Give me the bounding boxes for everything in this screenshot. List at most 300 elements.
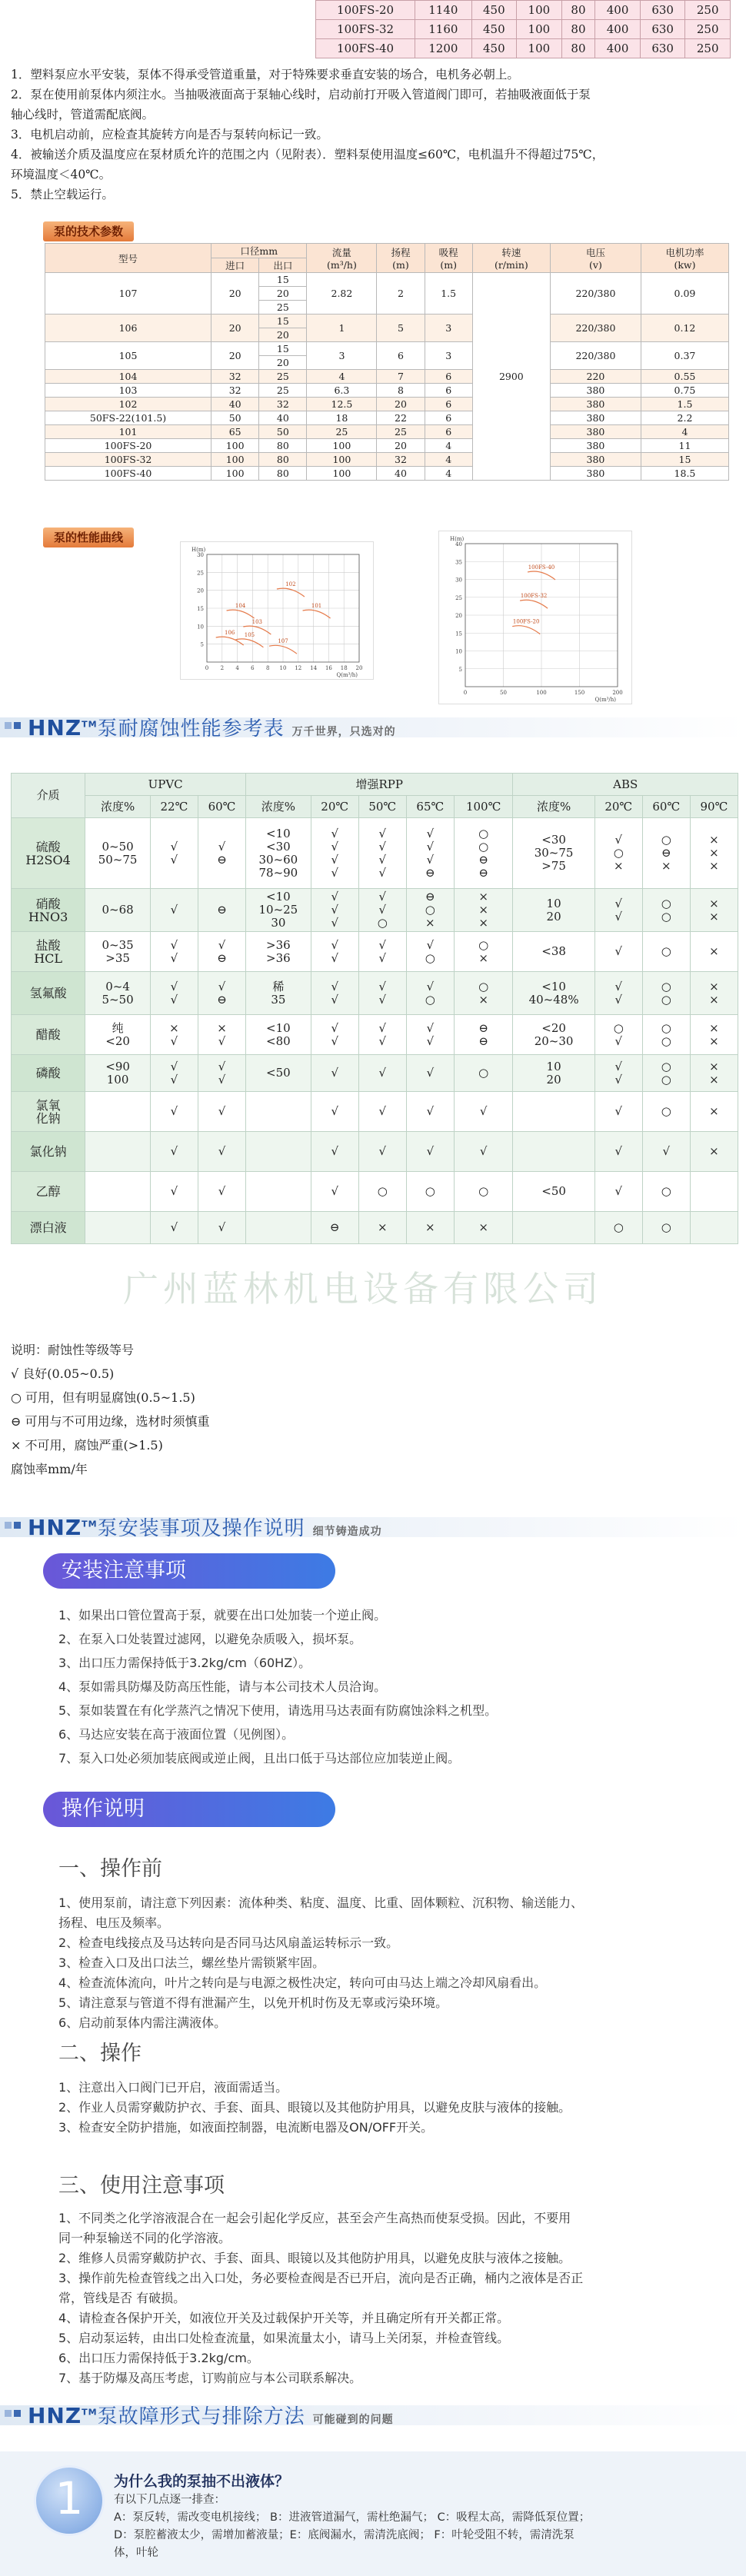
cell-rating: ○ ⊖ × — [642, 818, 690, 889]
performance-curve — [216, 637, 244, 645]
cell-rating: ○ — [454, 1172, 513, 1212]
ops-before-item: 1、使用泵前，请注意下列因素：流体种类、粘度、温度、比重、固体颗粒、沉积物、输送能力、 — [58, 1895, 584, 1910]
ops-notes-item: 2、维修人员需穿戴防护衣、手套、面具、眼镜以及其他防护用具，以避免皮肤与液体之接触。 — [58, 2251, 571, 2265]
x-tick-label: 20 — [355, 665, 363, 671]
cell-rating: × × — [690, 1055, 738, 1092]
cell-head: 7 — [377, 370, 425, 384]
cell-rating — [690, 1212, 738, 1244]
ops-notes-item: 4、请检查各保护开关，如液位开关及过载保护开关等，并且确定所有开关都正常。 — [58, 2311, 510, 2325]
cell-rating: √ √ — [406, 1015, 454, 1055]
cell-power: 11 — [641, 439, 728, 453]
y-tick-label: 25 — [455, 594, 462, 601]
note-line: 4．被输送介质及温度应在泵材质允许的范围之内（见附表）．塑料泵使用温度≤60℃，电机温升不得超过75℃， — [11, 148, 604, 161]
cell-model: 105 — [45, 342, 211, 370]
ops-during-item: 3、检查安全防护措施，如液面控制器，电流断电器及ON/OFF开关。 — [58, 2120, 434, 2135]
corrosion-row — [12, 1092, 738, 1132]
cell-head: 8 — [377, 384, 425, 398]
cell-rating: ○ — [406, 1172, 454, 1212]
cell-medium: 氯化钠 — [12, 1132, 85, 1172]
cell-rating: 0~35 >35 — [85, 932, 151, 972]
cell-rating: × — [690, 932, 738, 972]
cell-rating: √ — [406, 1055, 454, 1092]
cell-rating: √ √ — [311, 1015, 358, 1055]
cell-rating: × — [454, 1212, 513, 1244]
install-list — [58, 1603, 497, 1770]
cell-medium: 盐酸 HCL — [12, 932, 85, 972]
cell-rating: × × — [690, 972, 738, 1015]
performance-curve-100fs — [438, 531, 632, 704]
legend-line: √ 良好(0.05~0.5) — [11, 1366, 115, 1381]
cell-rating: √ — [594, 1092, 642, 1132]
x-tick-label: 6 — [251, 665, 255, 671]
performance-curve-small-pumps — [180, 541, 374, 680]
cell-rating: √ √ — [358, 1015, 406, 1055]
cell-head: 20 — [377, 398, 425, 411]
cell-rating: √ √ — [311, 932, 358, 972]
cell-rating: √ — [198, 1092, 245, 1132]
cell-head: 22 — [377, 411, 425, 425]
cell-voltage: 220/380 — [550, 273, 641, 315]
cell-flow: 100 — [307, 439, 377, 453]
cell-rating: <30 30~75 >75 — [513, 818, 594, 889]
cell-rating: √ √ √ √ — [358, 818, 406, 889]
performance-curve — [303, 610, 331, 618]
x-tick-label: 200 — [612, 690, 623, 696]
cell-rating — [85, 1092, 151, 1132]
cell-medium: 氢氟酸 — [12, 972, 85, 1015]
params-row — [45, 384, 729, 398]
ops-notes-item: 1、不同类之化学溶液混合在一起会引起化学反应，甚至会产生高热而使泵受损。因此，不要用 — [58, 2211, 571, 2225]
fault-title: 泵故障形式与排除方法 — [97, 2405, 305, 2428]
install-item: 1、如果出口管位置高于泵，就要在出口处加装一个逆止阀。 — [58, 1608, 387, 1622]
cell-rating — [85, 1132, 151, 1172]
header-flow: 流量 (m³/h) — [307, 244, 377, 273]
cell-rating: √ √ — [311, 972, 358, 1015]
cell-rating: × — [690, 1092, 738, 1132]
install-banner — [0, 1511, 746, 1542]
cell-rating: √ ⊖ — [198, 818, 245, 889]
table-cell: 1200 — [415, 39, 471, 58]
table-cell: 100 — [517, 1, 562, 20]
cell-rating: × √ — [198, 1015, 245, 1055]
cell-speed: 2900 — [472, 273, 550, 481]
fault-subtitle: 可能碰到的问题 — [312, 2414, 394, 2426]
cell-rating: √ — [594, 932, 642, 972]
cell-rating: √ — [358, 1092, 406, 1132]
cell-rating: <10 40~48% — [513, 972, 594, 1015]
header-sub: 100℃ — [454, 796, 513, 818]
cell-suction: 3 — [425, 315, 472, 342]
cell-outlet: 25 — [259, 384, 307, 398]
corrosion-row — [12, 1172, 738, 1212]
cell-rating: ⊖ ⊖ — [454, 1015, 513, 1055]
x-tick-label: 0 — [205, 665, 209, 671]
cell-rating: √ — [198, 1212, 245, 1244]
cell-power: 0.55 — [641, 370, 728, 384]
install-item: 2、在泵入口处装置过滤网，以避免杂质吸入，损坏泵。 — [58, 1632, 362, 1646]
cell-inlet: 100 — [211, 453, 259, 467]
legend-line: 说明：耐蚀性等级等号 — [11, 1343, 135, 1357]
cell-power: 15 — [641, 453, 728, 467]
cell-rating: <50 — [513, 1172, 594, 1212]
faq-answer — [114, 2491, 590, 2562]
cell-rating: 0~50 50~75 — [85, 818, 151, 889]
cell-suction: 4 — [425, 439, 472, 453]
corrosion-legend — [11, 1338, 210, 1481]
cell-flow: 18 — [307, 411, 377, 425]
x-tick-label: 12 — [295, 665, 302, 671]
cell-outlet: 15 — [259, 273, 307, 287]
performance-curve — [277, 588, 305, 597]
x-tick-label: 100 — [536, 690, 547, 696]
ops-before-item: 2、检查电线接点及马达转向是否同马达风扇盖运转标示一致。 — [58, 1935, 399, 1950]
cell-power: 1.5 — [641, 398, 728, 411]
cell-flow: 3 — [307, 342, 377, 370]
cell-voltage: 220 — [550, 370, 641, 384]
cell-rating: × √ — [150, 1015, 198, 1055]
cell-voltage: 380 — [550, 453, 641, 467]
cell-power: 4 — [641, 425, 728, 439]
x-tick-label: 150 — [574, 690, 585, 696]
params-row — [45, 467, 729, 481]
install-notes-title: 安装注意事项 — [43, 1553, 335, 1589]
x-tick-label: 4 — [235, 665, 239, 671]
corrosion-subtitle: 万千世界，只选对的 — [291, 726, 396, 738]
cell-suction: 4 — [425, 467, 472, 481]
curve-label: 105 — [244, 631, 255, 638]
ops-before-item: 6、启动前泵体内需注满液体。 — [58, 2015, 227, 2030]
top-size-table — [315, 0, 731, 58]
cell-rating: <90 100 — [85, 1055, 151, 1092]
cell-rating: 10 20 — [513, 889, 594, 932]
corrosion-row — [12, 889, 738, 932]
x-tick-label: 16 — [325, 665, 332, 671]
cell-medium: 醋酸 — [12, 1015, 85, 1055]
cell-head: 32 — [377, 453, 425, 467]
install-subtitle: 细节铸造成功 — [312, 1526, 382, 1538]
ops-before-item: 5、请注意泵与管道不得有泄漏产生，以免开机时伤及无辜或污染环境。 — [58, 1995, 448, 2010]
cell-voltage: 380 — [550, 439, 641, 453]
header-upvc: UPVC — [85, 774, 246, 796]
cell-rating: <10 10~25 30 — [246, 889, 311, 932]
ops-notes-list — [58, 2208, 583, 2388]
faq-item — [0, 2451, 746, 2576]
cell-rating: ⊖ ○ × — [406, 889, 454, 932]
install-item: 3、出口压力需保持低于3.2kg/cm（60HZ）。 — [58, 1656, 311, 1670]
cell-inlet: 20 — [211, 342, 259, 370]
y-tick-label: 25 — [197, 570, 204, 577]
cell-rating: √ √ ○ — [358, 889, 406, 932]
note-line: 轴心线时，管道需配底阀。 — [11, 108, 155, 121]
x-tick-label: 14 — [310, 665, 318, 671]
cell-power: 2.2 — [641, 411, 728, 425]
cell-rating — [513, 1212, 594, 1244]
cell-rating: 纯 <20 — [85, 1015, 151, 1055]
cell-medium: 磷酸 — [12, 1055, 85, 1092]
table-row — [316, 20, 731, 39]
cell-suction: 6 — [425, 425, 472, 439]
header-abs: ABS — [513, 774, 738, 796]
corrosion-table — [11, 773, 738, 1244]
cell-rating: √ ○ — [406, 932, 454, 972]
cell-flow: 2.82 — [307, 273, 377, 315]
corrosion-title: 泵耐腐蚀性能参考表 — [97, 717, 285, 741]
note-line: 环境温度＜40℃。 — [11, 168, 112, 181]
cell-suction: 3 — [425, 342, 472, 370]
header-sub: 20℃ — [594, 796, 642, 818]
cell-flow: 12.5 — [307, 398, 377, 411]
cell-power: 0.75 — [641, 384, 728, 398]
x-tick-label: 8 — [265, 665, 270, 671]
y-tick-label: 30 — [197, 552, 204, 558]
cell-flow: 4 — [307, 370, 377, 384]
table-cell: 250 — [685, 39, 731, 58]
ops-before-item: 4、检查流体流向，叶片之转向是与电源之极性决定，转向可由马达上端之冷却风扇看出。 — [58, 1975, 547, 1990]
params-row — [45, 411, 729, 425]
cell-rating: <38 — [513, 932, 594, 972]
cell-rating: √ — [198, 1132, 245, 1172]
cell-suction: 6 — [425, 370, 472, 384]
table-cell: 100 — [517, 39, 562, 58]
legend-line: ○ 可用，但有明显腐蚀(0.5~1.5) — [11, 1390, 195, 1405]
curve-label: 100FS-20 — [512, 618, 540, 625]
cell-suction: 6 — [425, 398, 472, 411]
cell-power: 0.12 — [641, 315, 728, 342]
cell-rating: √ — [150, 1132, 198, 1172]
corrosion-row — [12, 1015, 738, 1055]
cell-rating: √ √ — [358, 972, 406, 1015]
table-cell: 400 — [595, 1, 641, 20]
cell-rating: × × × — [454, 889, 513, 932]
cell-suction: 6 — [425, 384, 472, 398]
cell-outlet: 25 — [259, 301, 307, 315]
cell-rating: √ — [594, 1172, 642, 1212]
header-voltage: 电压 (v) — [550, 244, 641, 273]
install-item: 6、马达应安装在高于液面位置（见例图）。 — [58, 1727, 295, 1742]
cell-rating: <10 <80 — [246, 1015, 311, 1055]
note-line: 5．禁止空载运行。 — [11, 188, 114, 201]
cell-rating: √ √ — [594, 889, 642, 932]
table-cell: 100FS-32 — [316, 20, 415, 39]
cell-outlet: 80 — [259, 453, 307, 467]
cell-rating: √ — [594, 1132, 642, 1172]
cell-inlet: 100 — [211, 439, 259, 453]
cell-medium: 硫酸 H2SO4 — [12, 818, 85, 889]
cell-rating: ○ — [642, 1092, 690, 1132]
x-tick-label: 10 — [279, 665, 287, 671]
table-cell: 250 — [685, 20, 731, 39]
cell-rating: √ √ — [150, 1055, 198, 1092]
corrosion-row — [12, 1055, 738, 1092]
ops-notes-heading: 三、使用注意事项 — [58, 2174, 225, 2198]
cell-flow: 100 — [307, 467, 377, 481]
cell-rating: √ ○ × — [594, 818, 642, 889]
cell-rating: √ — [454, 1132, 513, 1172]
table-cell: 100FS-40 — [316, 39, 415, 58]
cell-model: 103 — [45, 384, 211, 398]
cell-rating: √ — [406, 1132, 454, 1172]
cell-rating: >36 >36 — [246, 932, 311, 972]
cell-outlet: 20 — [259, 328, 307, 342]
cell-rating: 0~68 — [85, 889, 151, 932]
cell-rating: √ √ — [198, 1055, 245, 1092]
header-rpp: 增强RPP — [246, 774, 513, 796]
cell-rating: <20 20~30 — [513, 1015, 594, 1055]
cell-rating: × × — [690, 889, 738, 932]
table-cell: 630 — [640, 1, 685, 20]
cell-rating: 0~4 5~50 — [85, 972, 151, 1015]
header-sub: 20℃ — [311, 796, 358, 818]
x-tick-label: 18 — [340, 665, 348, 671]
cell-rating: √ — [150, 1092, 198, 1132]
cell-outlet: 32 — [259, 398, 307, 411]
cell-voltage: 220/380 — [550, 342, 641, 370]
cell-model: 100FS-32 — [45, 453, 211, 467]
cell-voltage: 380 — [550, 384, 641, 398]
cell-power: 0.37 — [641, 342, 728, 370]
cell-rating: × — [358, 1212, 406, 1244]
params-row — [45, 315, 729, 328]
table-cell: 1160 — [415, 20, 471, 39]
cell-flow: 1 — [307, 315, 377, 342]
cell-rating: √ √ √ — [311, 889, 358, 932]
cell-suction: 4 — [425, 453, 472, 467]
cell-rating: √ √ — [594, 972, 642, 1015]
cell-rating: ○ ○ ⊖ ⊖ — [454, 818, 513, 889]
header-sub: 60℃ — [642, 796, 690, 818]
y-tick-label: 30 — [455, 577, 462, 584]
install-item: 7、泵入口处必须加装底阀或逆止阀，且出口低于马达部位应加装逆止阀。 — [58, 1751, 461, 1766]
company-watermark: 广州蓝林机电设备有限公司 — [123, 1268, 603, 1310]
cell-inlet: 20 — [211, 273, 259, 315]
performance-curve — [520, 600, 548, 608]
cell-inlet: 50 — [211, 411, 259, 425]
table-cell: 630 — [640, 39, 685, 58]
cell-inlet: 32 — [211, 384, 259, 398]
cell-rating: ○ × — [454, 972, 513, 1015]
x-axis-label: Q(m³/h) — [336, 672, 358, 678]
ops-notes-item: 6、出口压力需保持低于3.2kg/cm。 — [58, 2351, 259, 2365]
y-tick-label: 10 — [197, 624, 204, 631]
cell-rating: ⊖ — [198, 889, 245, 932]
install-item: 5、泵如装置在有化学蒸汽之情况下使用，请选用马达表面有防腐蚀涂料之机型。 — [58, 1703, 498, 1718]
ops-during-item: 2、作业人员需穿戴防护衣、手套、面具、眼镜以及其他防护用具，以避免皮肤与液体的接触。 — [58, 2100, 571, 2115]
x-tick-label: 50 — [500, 690, 507, 696]
cell-rating: √ √ — [594, 1055, 642, 1092]
header-suction: 吸程 (m) — [425, 244, 472, 273]
faq-line: D：泵腔蓄液太少，需增加蓄液量；E：底阀漏水，需清洗底阀； F：叶轮受阻不转，需清洗泵 — [114, 2529, 574, 2541]
header-inlet: 进口 — [211, 258, 259, 273]
curve-label: 106 — [225, 630, 235, 636]
params-table — [45, 243, 729, 481]
cell-rating: ○ ○ — [642, 1055, 690, 1092]
corrosion-row — [12, 1212, 738, 1244]
ops-before-list — [58, 1893, 583, 2033]
params-row — [45, 273, 729, 287]
cell-rating: √ — [311, 1172, 358, 1212]
y-tick-label: 15 — [197, 606, 204, 612]
cell-rating: √ ⊖ — [198, 972, 245, 1015]
cell-model: 101 — [45, 425, 211, 439]
corrosion-row — [12, 972, 738, 1015]
table-cell: 450 — [471, 1, 517, 20]
cell-head: 6 — [377, 342, 425, 370]
ops-before-heading: 一、操作前 — [58, 1857, 162, 1881]
cell-head: 25 — [377, 425, 425, 439]
cell-rating: ○ ○ — [642, 889, 690, 932]
table-cell: 400 — [595, 39, 641, 58]
cell-head: 40 — [377, 467, 425, 481]
legend-line: 腐蚀率mm/年 — [11, 1462, 88, 1476]
cell-voltage: 220/380 — [550, 315, 641, 342]
header-sub: 浓度% — [246, 796, 311, 818]
cell-flow: 25 — [307, 425, 377, 439]
table-cell: 100FS-20 — [316, 1, 415, 20]
header-speed: 转速 (r/min) — [472, 244, 550, 273]
note-line: 3．电机启动前，应检查其旋转方向是否与泵转向标记一致。 — [11, 128, 328, 141]
cell-rating: ○ — [642, 1172, 690, 1212]
operation-title: 操作说明 — [43, 1792, 335, 1827]
params-row — [45, 398, 729, 411]
header-sub: 50℃ — [358, 796, 406, 818]
cell-rating: √ √ — [150, 932, 198, 972]
cell-rating — [246, 1132, 311, 1172]
faq-number-badge — [34, 2465, 105, 2536]
corrosion-header — [12, 774, 738, 818]
y-axis-label: H(m) — [191, 547, 206, 553]
cell-voltage: 380 — [550, 411, 641, 425]
header-model: 型号 — [45, 244, 211, 273]
cell-rating: √ — [311, 1055, 358, 1092]
table-cell: 400 — [595, 20, 641, 39]
table-cell: 630 — [640, 20, 685, 39]
cell-rating: √ ⊖ — [198, 932, 245, 972]
cell-rating: 10 20 — [513, 1055, 594, 1092]
cell-inlet: 40 — [211, 398, 259, 411]
cell-inlet: 20 — [211, 315, 259, 342]
cell-rating — [690, 1172, 738, 1212]
cell-outlet: 80 — [259, 439, 307, 453]
cell-head: 5 — [377, 315, 425, 342]
x-tick-label: 2 — [220, 665, 225, 671]
y-tick-label: 20 — [455, 613, 462, 619]
trademark: TM — [82, 1519, 98, 1529]
cell-head: 20 — [377, 439, 425, 453]
params-header-row — [45, 244, 729, 258]
ops-during-list — [58, 2078, 571, 2138]
cell-rating — [85, 1212, 151, 1244]
cell-rating: ⊖ — [311, 1212, 358, 1244]
cell-outlet: 15 — [259, 315, 307, 328]
params-section-label: 泵的技术参数 — [43, 221, 134, 241]
cell-power: 18.5 — [641, 467, 728, 481]
corrosion-banner — [0, 711, 746, 742]
table-row — [316, 1, 731, 20]
cell-rating: ○ ○ — [642, 1015, 690, 1055]
note-line: 1．塑料泵应水平安装，泵体不得承受管道重量，对于特殊要求垂直安装的场合，电机务必朝上。 — [11, 68, 519, 82]
cell-rating: √ — [150, 1212, 198, 1244]
cell-flow: 6.3 — [307, 384, 377, 398]
curve-label: 100FS-40 — [528, 564, 555, 571]
cell-rating: <10 <30 30~60 78~90 — [246, 818, 311, 889]
performance-curve — [235, 639, 263, 647]
cell-rating: √ — [311, 1092, 358, 1132]
cell-model: 100FS-40 — [45, 467, 211, 481]
cell-rating: × × — [690, 1015, 738, 1055]
install-item: 4、泵如需具防爆及防高压性能，请与本公司技术人员洽询。 — [58, 1679, 387, 1694]
cell-rating: ○ — [454, 1055, 513, 1092]
faq-number: 1 — [55, 2472, 84, 2524]
